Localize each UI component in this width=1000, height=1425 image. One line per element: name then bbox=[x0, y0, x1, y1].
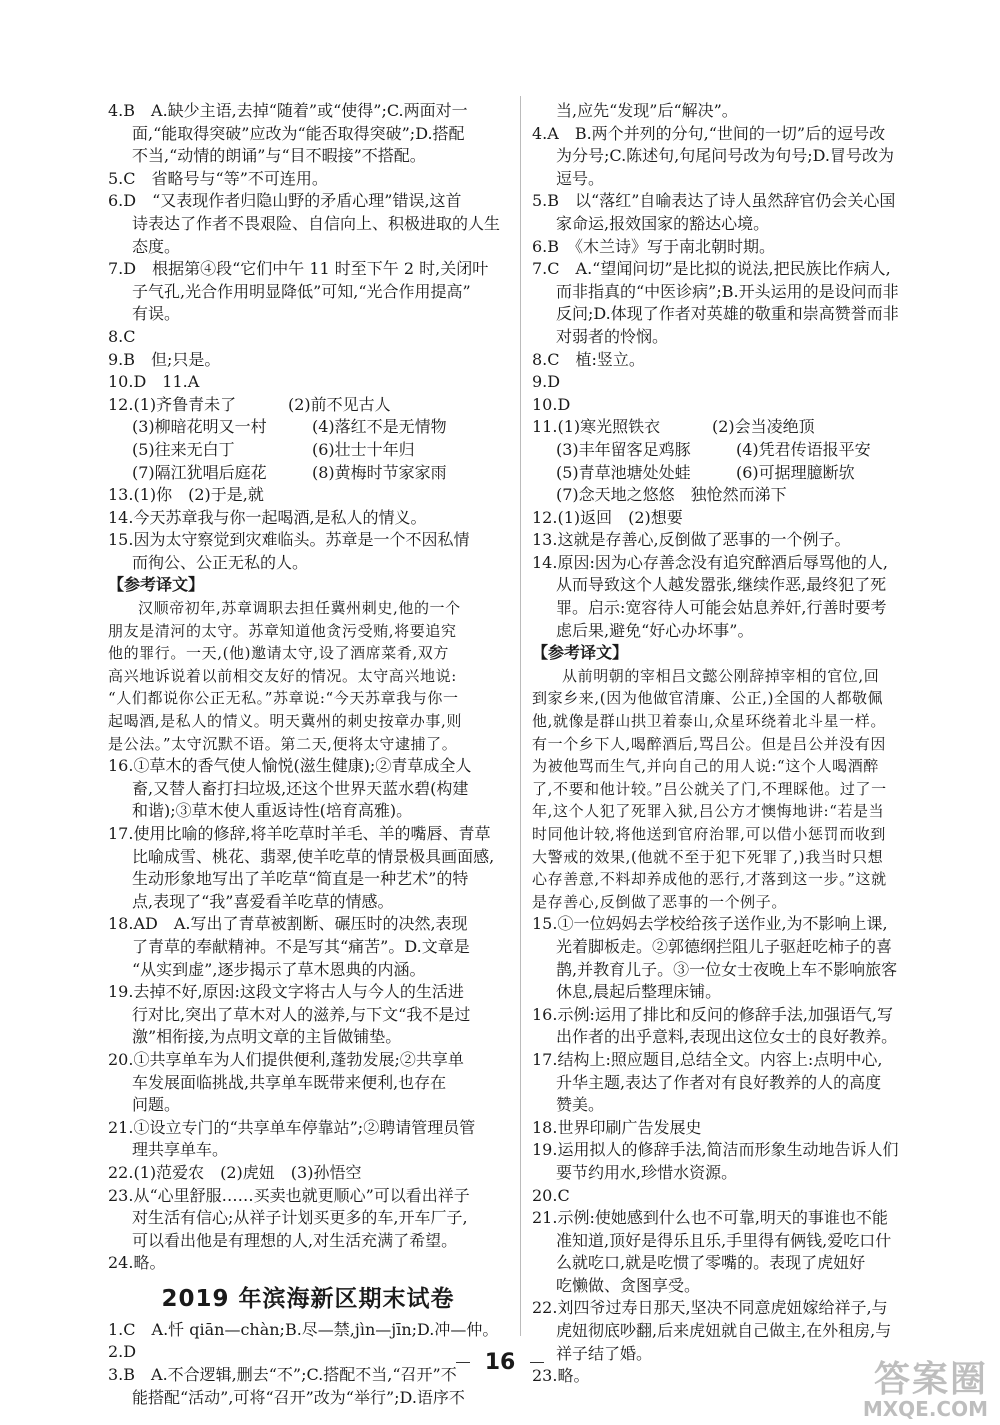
answer-line: 从而导致这个人越发嚣张,继续作恶,最终犯了死 bbox=[556, 575, 887, 595]
answer-line: 了青草的奉献精神。不是写其“痛苦”。D.文章是 bbox=[132, 936, 470, 956]
reference-translation bbox=[532, 665, 932, 914]
answer-line: 5.C 省略号与“等”不可连用。 bbox=[108, 168, 328, 188]
answer-line: 家命运,报效国家的豁达心境。 bbox=[556, 213, 770, 233]
answer-line: (2)会当凌绝顶 bbox=[712, 417, 815, 437]
answer-line: 诗表达了作者不畏艰险、自信向上、积极进取的人生 bbox=[132, 213, 501, 233]
answer-line: 反问;D.体现了作者对英雄的敬重和崇高赞誉而非 bbox=[556, 304, 899, 324]
exam-answer-6: 6.B 《木兰诗》写于南北朝时期。 bbox=[532, 236, 776, 256]
answer-line: 理共享单车。 bbox=[132, 1140, 229, 1160]
answer-line: 而徇公、公正无私的人。 bbox=[132, 552, 309, 572]
answer-line: 20.①共享单车为人们提供便利,蓬勃发展;②共享单 bbox=[108, 1049, 464, 1069]
translation-line: 他的罪行。一天,(他)邀请太守,设了酒席菜肴,双方 bbox=[108, 644, 450, 663]
translation-line: “人们都说你公正无私。”苏章说:“今天苏章我与你一 bbox=[108, 689, 459, 708]
exam-answer-2: 2.D bbox=[108, 1342, 137, 1362]
answer-4 bbox=[108, 100, 508, 168]
exam-answer-18: 18.世界印刷广告发展史 bbox=[532, 1117, 702, 1137]
answer-line: 5.B 以“落红”自喻表达了诗人虽然辞官仍会关心国 bbox=[532, 191, 896, 211]
answer-21 bbox=[108, 1117, 508, 1162]
answer-line: 生动形象地写出了羊吃草“简直是一种艺术”的特 bbox=[132, 869, 469, 889]
answer-line: 出作者的出乎意料,表现出这位女士的良好教养。 bbox=[556, 1027, 898, 1047]
answer-line: (5)往来无白丁 bbox=[132, 439, 235, 459]
answer-line: 行对比,突出了草木对人的滋养,与下文“我不是过 bbox=[132, 1004, 471, 1024]
answer-line: 光着脚板走。②郭德纲拦阻儿子驱赶吃柿子的喜 bbox=[556, 936, 893, 956]
answer-22: 22.(1)范爱农 (2)虎妞 (3)孙悟空 bbox=[108, 1162, 362, 1182]
answer-line: 4.A B.两个并列的分句,“世间的一切”后的逗号改 bbox=[532, 123, 886, 143]
answer-line: 虎妞彻底吵翻,后来虎妞就自己做主,在外租房,与 bbox=[556, 1321, 892, 1341]
answer-line: 7.C A.“望闻问切”是比拟的说法,把民族比作病人, bbox=[532, 259, 891, 279]
translation-line: 时同他计较,将他送到官府治罪,可以借小惩罚而收到 bbox=[532, 825, 886, 843]
answer-line: 18.AD A.写出了青草被割断、碾压时的决然,表现 bbox=[108, 914, 468, 934]
exam-answer-11 bbox=[532, 416, 932, 506]
answer-line: 23.从“心里舒服……买卖也就更顺心”可以看出祥子 bbox=[108, 1185, 470, 1205]
right-column bbox=[532, 100, 932, 1388]
answer-line: (4)凭君传语报平安 bbox=[736, 439, 871, 459]
answer-line: 对弱者的怜悯。 bbox=[556, 326, 669, 346]
exam-answer-21 bbox=[532, 1207, 932, 1297]
translation-line: 起喝酒,是私人的情义。明天冀州的刺史按章办事,则 bbox=[108, 712, 462, 731]
answer-10-11: 10.D 11.A bbox=[108, 372, 200, 392]
answer-14: 14.今天苏章我与你一起喝酒,是私人的情义。 bbox=[108, 507, 427, 527]
translation-line: 到家乡来,(因为他做官清廉、公正,)全国的人都敬佩 bbox=[532, 689, 884, 708]
answer-line: 21.示例:使她感到什么也不可靠,明天的事谁也不能 bbox=[532, 1208, 888, 1228]
answer-line: 吃懒做、贪图享受。 bbox=[556, 1275, 701, 1295]
translation-line: 高兴地诉说着以前相交友好的情况。太守高兴地说: bbox=[108, 666, 457, 685]
watermark-logo-text: 答案圈 bbox=[873, 1359, 988, 1400]
footer-dash-left bbox=[456, 1362, 470, 1363]
answer-line: (2)前不见古人 bbox=[288, 394, 391, 414]
answer-16 bbox=[108, 755, 508, 823]
answer-line: (3)柳暗花明又一村 bbox=[132, 417, 267, 437]
answer-line: 17.结构上:照应题目,总结全文。内容上:点明中心, bbox=[532, 1049, 883, 1069]
answer-line: 鹊,并教育儿子。③一位女士夜晚上车不影响旅客 bbox=[556, 959, 898, 979]
answer-line: 22.刘四爷过寿日那天,坚决不同意虎妞嫁给祥子,与 bbox=[532, 1298, 888, 1318]
answer-8: 8.C bbox=[108, 326, 136, 346]
page-number: 16 bbox=[484, 1350, 516, 1375]
answer-line: 21.①设立专门的“共享单车停靠站”;②聘请管理员管 bbox=[108, 1117, 476, 1137]
translation-line: 心存善意,不料却养成他的恶行,才落到这一步。”这就 bbox=[532, 870, 887, 889]
answer-line: 对生活有信心;从祥子计划买更多的车,开车厂子, bbox=[132, 1208, 468, 1228]
answer-line: 罪。启示:宽容待人可能会姑息养奸,行善时要考 bbox=[556, 598, 887, 618]
answer-line: 畜,又替人畜打扫垃圾,还这个世界天蓝水碧(构建 bbox=[132, 778, 469, 798]
exam-answer-13: 13.这就是存善心,反倒做了恶事的一个例子。 bbox=[532, 530, 851, 550]
answer-line: 有误。 bbox=[132, 304, 181, 324]
answer-line: 逗号。 bbox=[556, 168, 605, 188]
answer-line: (5)青草池塘处处蛙 bbox=[556, 462, 691, 482]
translation-line: 了,不要和他计较。”吕公就关了门,不理睬他。过了一 bbox=[532, 779, 887, 798]
exam-answer-5 bbox=[532, 190, 932, 235]
answer-13: 13.(1)你 (2)于是,就 bbox=[108, 485, 264, 505]
reference-translation bbox=[108, 597, 508, 755]
answer-line: 比喻成雪、桃花、翡翠,使羊吃草的情景极具画面感, bbox=[132, 846, 495, 866]
answer-17 bbox=[108, 823, 508, 913]
answer-24: 24.略。 bbox=[108, 1253, 166, 1273]
answer-line: (7)念天地之悠悠 独怆然而涕下 bbox=[556, 485, 787, 505]
exam-answer-4 bbox=[532, 123, 932, 191]
translation-line: 是公法。”太守沉默不语。第二天,便将太守逮捕了。 bbox=[108, 734, 458, 753]
answer-5 bbox=[108, 168, 508, 191]
answer-23 bbox=[108, 1185, 508, 1253]
exam-answer-12: 12.(1)返回 (2)想要 bbox=[532, 507, 683, 527]
answer-line: 虑后果,避免“好心办坏事”。 bbox=[556, 620, 754, 640]
answer-9: 9.B 但;只是。 bbox=[108, 349, 221, 369]
answer-line: 3.B A.不合逻辑,删去“不”;C.搭配不当,“召开”不 bbox=[108, 1365, 457, 1385]
answer-line: 17.使用比喻的修辞,将羊吃草时羊毛、羊的嘴唇、青草 bbox=[108, 824, 491, 843]
answer-line: 点,表现了“我”喜爱看羊吃草的情感。 bbox=[132, 891, 394, 911]
column-divider bbox=[520, 96, 521, 1336]
answer-line: 升华主题,表达了作者对有良好教养的人的高度 bbox=[556, 1072, 882, 1092]
answer-line: 赞美。 bbox=[556, 1095, 605, 1115]
site-watermark bbox=[826, 1351, 994, 1421]
translation-line: 为被他骂而生气,并向自己的用人说:“这个人喝酒醉 bbox=[532, 757, 879, 776]
translation-line: 有一个乡下人,喝醉酒后,骂吕公。但是吕公并没有因 bbox=[532, 734, 886, 753]
answer-line: 休息,晨起后整理床铺。 bbox=[556, 982, 722, 1002]
answer-line: (4)落红不是无情物 bbox=[312, 417, 447, 437]
exam-answer-16 bbox=[532, 1004, 932, 1049]
translation-line: 大警戒的效果,(他就不至于犯下死罪了,)我当时只想 bbox=[532, 847, 884, 866]
answer-line: 么就吃口,就是吃惯了零嘴的。表现了虎妞好 bbox=[556, 1253, 866, 1273]
answer-line: 4.B A.缺少主语,去掉“随着”或“使得”;C.两面对一 bbox=[108, 101, 468, 120]
answer-line: (6)壮士十年归 bbox=[312, 439, 415, 459]
answer-line: 为分号;C.陈述句,句尾问号改为句号;D.冒号改为 bbox=[556, 146, 894, 166]
answer-line: “从实到虚”,逐步揭示了草木恩典的内涵。 bbox=[132, 959, 426, 979]
answer-line: 要节约用水,珍惜水资源。 bbox=[556, 1162, 738, 1182]
answer-line: 12.(1)齐鲁青未了 bbox=[108, 394, 237, 414]
exam-answer-1: 1.C A.忏 qiān—chàn;B.尽—禁,jìn—jīn;D.冲—仲。 bbox=[108, 1319, 499, 1339]
exam-answer-9: 9.D bbox=[532, 372, 561, 392]
answer-line: 15.①一位妈妈去学校给孩子送作业,为不影响上课, bbox=[532, 914, 888, 934]
answer-line: 祥子结了婚。 bbox=[556, 1343, 653, 1363]
answer-line: 而非指真的“中医诊病”;B.开头运用的是设问而非 bbox=[556, 281, 899, 301]
exam-answer-14 bbox=[532, 552, 932, 642]
answer-line: 6.D “又表现作者归隐山野的矛盾心理”错误,这首 bbox=[108, 191, 462, 211]
footer-dash-right bbox=[530, 1362, 544, 1363]
exam-section-title: 2019 年滨海新区期末试卷 bbox=[161, 1285, 455, 1312]
exam-answer-7 bbox=[532, 258, 932, 348]
answer-line: 子气孔,光合作用明显降低”可知,“光合作用提高” bbox=[132, 281, 471, 301]
answer-19 bbox=[108, 981, 508, 1049]
answer-line: (3)丰年留客足鸡豚 bbox=[556, 439, 691, 459]
answer-line: 问题。 bbox=[132, 1095, 181, 1115]
answer-6 bbox=[108, 190, 508, 258]
exam-answer-8: 8.C 植:竖立。 bbox=[532, 349, 645, 369]
answer-18 bbox=[108, 913, 508, 981]
answer-line: 面,“能取得突破”应改为“能否取得突破”;D.搭配 bbox=[132, 123, 465, 143]
answer-line: 19.去掉不好,原因:这段文字将古人与今人的生活进 bbox=[108, 982, 464, 1002]
answer-15 bbox=[108, 529, 508, 574]
translation-line: 年,这个人犯了死罪入狱,吕公方才懊悔地讲:“若是当 bbox=[532, 802, 885, 821]
answer-line: (6)可据理臆断欤 bbox=[736, 462, 855, 482]
answer-12 bbox=[108, 394, 508, 484]
translation-line: 朋友是清河的太守。苏章知道他贪污受贿,将要追究 bbox=[108, 621, 457, 640]
answer-line: 16.示例:运用了排比和反问的修辞手法,加强语气,写 bbox=[532, 1004, 894, 1024]
reference-translation-heading: 【参考译文】 bbox=[532, 643, 629, 663]
answer-20 bbox=[108, 1049, 508, 1117]
answer-line: 19.运用拟人的修辞手法,简洁而形象生动地告诉人们 bbox=[532, 1140, 899, 1160]
translation-line: 汉顺帝初年,苏章调职去担任冀州刺史,他的一个 bbox=[138, 599, 461, 618]
answer-line: 15.因为太守察觉到灾难临头。苏章是一个不因私情 bbox=[108, 530, 470, 550]
exam-answer-23: 23.略。 bbox=[532, 1366, 590, 1386]
answer-line: 车发展面临挑战,共享单车既带来便利,也存在 bbox=[132, 1072, 447, 1092]
exam-answer-15 bbox=[532, 913, 932, 1003]
answer-line: (8)黄梅时节家家雨 bbox=[312, 462, 447, 482]
answer-line: 和谐);③草木使人重返诗性(培育高雅)。 bbox=[132, 801, 413, 821]
translation-line: 他,就像是群山拱卫着泰山,众星环绕着北斗星一样。 bbox=[532, 712, 886, 731]
answer-7 bbox=[108, 258, 508, 326]
reference-translation-heading: 【参考译文】 bbox=[108, 575, 205, 595]
answer-line: 态度。 bbox=[132, 236, 181, 256]
exam-answer-19 bbox=[532, 1139, 932, 1184]
answer-line: 7.D 根据第④段“它们中午 11 时至下午 2 时,关闭叶 bbox=[108, 259, 489, 279]
answer-line: 14.原因:因为心存善念没有追究醉酒后辱骂他的人, bbox=[532, 552, 888, 572]
continued-answer-3: 当,应先“发现”后“解决”。 bbox=[556, 101, 738, 120]
answer-line: 准知道,顶好是得乐且乐,手里得有俩钱,爱吃口什 bbox=[556, 1230, 892, 1250]
answer-line: 可以看出他是有理想的人,对生活充满了希望。 bbox=[132, 1230, 458, 1250]
translation-line: 从前明朝的宰相吕文懿公刚辞掉宰相的官位,回 bbox=[562, 666, 880, 685]
answer-line: (7)隔江犹唱后庭花 bbox=[132, 462, 267, 482]
answer-line: 激”相衔接,为点明文章的主旨做铺垫。 bbox=[132, 1027, 402, 1047]
left-column bbox=[108, 100, 508, 1409]
watermark-url: MXQE.COM bbox=[862, 1397, 988, 1421]
exam-answer-10: 10.D bbox=[532, 394, 571, 414]
exam-answer-20: 20.C bbox=[532, 1185, 570, 1205]
answer-line: 能搭配“活动”,可将“召开”改为“举行”;D.语序不 bbox=[132, 1387, 465, 1407]
exam-answer-17 bbox=[532, 1049, 932, 1117]
answer-line: 11.(1)寒光照铁衣 bbox=[532, 417, 661, 437]
answer-line: 不当,“动情的朗诵”与“目不暇接”不搭配。 bbox=[132, 146, 426, 166]
translation-line: 是存善心,反倒做了恶事的一个例子。 bbox=[532, 892, 787, 911]
answer-line: 16.①草木的香气使人愉悦(滋生健康);②青草成全人 bbox=[108, 756, 472, 776]
